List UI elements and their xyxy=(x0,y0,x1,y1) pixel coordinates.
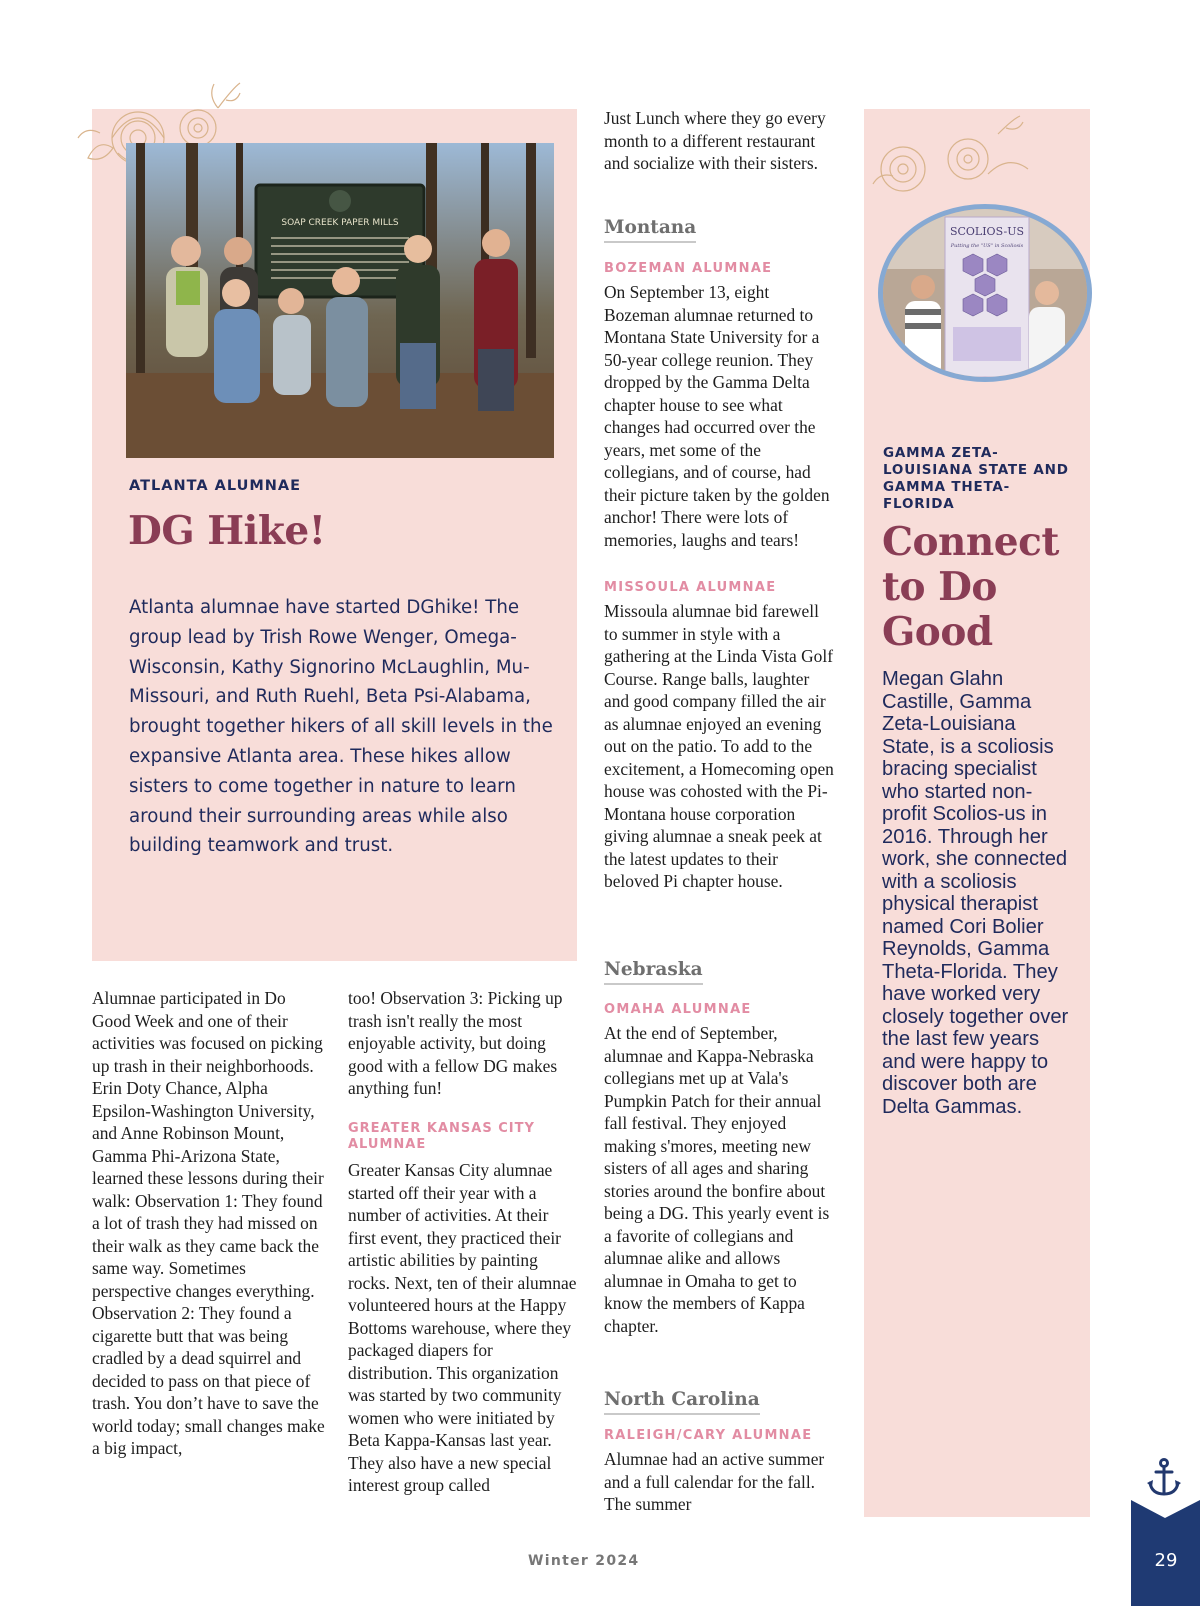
chapter-heading-raleigh-cary: RALEIGH/CARY ALUMNAE xyxy=(604,1428,813,1443)
column2-body-top: too! Observation 3: Picking up trash isn't really the most enjoyable activity, but doing good with a fellow DG makes anything fun! xyxy=(348,988,563,1098)
anchor-icon xyxy=(1147,1458,1181,1498)
sidebar-body: Megan Glahn Castille, Gamma Zeta-Louisiana State, is a scoliosis bracing specialist who started non-profit Scolios-us in 2016. Through her work, she connected with a scoliosis physical therapist named Cori Bolier Reynolds, Gamma Theta-Florida. They have worked very closely together over the last few years and were happy to discover both are Delta Gammas. xyxy=(882,668,1069,1118)
feature-title: DG Hike! xyxy=(128,508,326,554)
missoula-body: Missoula alumnae bid farewell to summer in style with a gathering at the Linda Vista Golf Course. Range balls, laughter and good company filled the air as alumnae enjoyed an evening out on the patio. To add to the excitement, a Homecoming open house was cohosted with the Pi-Montana house corporation giving alumnae a sneak peek at the latest updates to their beloved Pi chapter house. xyxy=(604,601,834,891)
floral-decoration-icon xyxy=(868,114,1038,214)
column3-body-top: Just Lunch where they go every month to a different restaurant and socialize with their sisters. xyxy=(604,108,826,173)
chapter-heading-omaha: OMAHA ALUMNAE xyxy=(604,1002,752,1017)
chapter-heading-greater-kansas-city: GREATER KANSAS CITY ALUMNAE xyxy=(348,1121,535,1152)
banner-tagline-text: Putting the "US" in Scoliosis xyxy=(950,243,1024,249)
banner-title-text: SCOLIOS-US xyxy=(949,225,1025,238)
sidebar-title: Connect to Do Good xyxy=(882,519,1059,655)
page-number: 29 xyxy=(1154,1550,1178,1571)
omaha-body: At the end of September, alumnae and Kappa-Nebraska collegians met up at Vala's Pumpkin Patch for their annual fall festival. They enjoyed making s'mores, meeting new sisters of all ages and sharing stories around the bonfire about being a DG. This yearly event is a favorite of collegians and alumnae alike and allows alumnae in Omaha to get to know the members of Kappa chapter. xyxy=(604,1023,830,1336)
sidebar-kicker: GAMMA ZETA-LOUISIANA STATE AND GAMMA THETA-FLORIDA xyxy=(883,445,1069,512)
feature-body: Atlanta alumnae have started DGhike! The group lead by Trish Rowe Wenger, Omega-Wisconsin, Kathy Signorino McLaughlin, Mu-Missouri, and Ruth Ruehl, Beta Psi-Alabama, brought together hikers of all skill levels in the expansive Atlanta area. These hikes allow sisters to come together in nature to learn around their surrounding areas while also building teamwork and trust. xyxy=(129,597,553,857)
state-heading-montana: Montana xyxy=(604,217,696,243)
raleigh-cary-body: Alumnae had an active summer and a full calendar for the fall. The summer xyxy=(604,1449,825,1514)
scoliosis-booth-photo xyxy=(878,204,1092,382)
footer-issue-label: Winter 2024 xyxy=(528,1553,640,1569)
state-heading-nebraska: Nebraska xyxy=(604,959,703,985)
greater-kansas-city-body: Greater Kansas City alumnae started off their year with a number of activities. At their first event, they practiced their artistic abilities by painting rocks. Next, ten of their alumnae volunteered hours at the Happy Bottoms warehouse, where they packaged diapers for distribution. This organization was started by two community women who were initiated by Beta Kappa-Kansas last year. They also have a new special interest group called xyxy=(348,1160,577,1495)
state-heading-north-carolina: North Carolina xyxy=(604,1389,760,1415)
bozeman-body: On September 13, eight Bozeman alumnae returned to Montana State University for a 50-year college reunion. They dropped by the Gamma Delta chapter house to see what changes had occurred over the years, met some of the collegians, and of course, had their picture taken by the golden anchor! There were lots of memories, laughs and tears! xyxy=(604,282,830,550)
chapter-heading-missoula: MISSOULA ALUMNAE xyxy=(604,580,777,595)
photo-sign-text: SOAP CREEK PAPER MILLS xyxy=(281,218,399,228)
feature-kicker: ATLANTA ALUMNAE xyxy=(129,478,302,494)
chapter-heading-bozeman: BOZEMAN ALUMNAE xyxy=(604,261,773,276)
hike-group-photo xyxy=(126,143,554,458)
column1-body: Alumnae participated in Do Good Week and one of their activities was focused on picking up trash in their neighborhoods. Erin Doty Chance, Alpha Epsilon-Washington University, and Anne Robinson Mount, Gamma Phi-Arizona State, learned these lessons during their walk: Observation 1: They found a lot of trash they had missed on their walk as they came back the same way. Sometimes perspective changes everything. Observation 2: They found a cigarette butt that was being cradled by a dead squirrel and decided to pass on that piece of trash. You don’t have to save the world today; small changes make a big impact, xyxy=(92,988,325,1458)
